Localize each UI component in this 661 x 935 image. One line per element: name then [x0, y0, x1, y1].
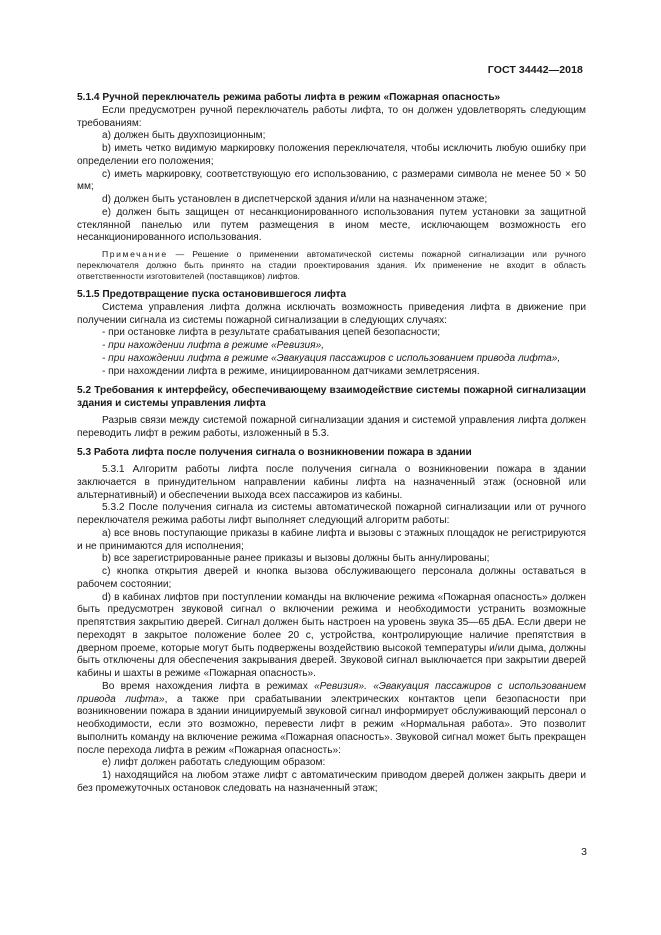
- list-item: c) иметь маркировку, соответствующую его использованию, с размерами символа не менее 50 × 50 мм;: [77, 168, 586, 193]
- list-item: е) лифт должен работать следующим образом:: [102, 757, 326, 769]
- paragraph: Система управления лифта должна исключать возможность приведения лифта в движение при получении сигнала из системы пожарной сигнализации в следующих случаях:: [77, 301, 586, 326]
- standard-code: ГОСТ 34442—2018: [487, 64, 583, 76]
- list-item: c) кнопка открытия дверей и кнопка вызова обслуживающего персонала должны оставаться в рабочем состоянии;: [77, 566, 586, 590]
- dash-item: - при остановке лифта в результате срабатывания цепей безопасности;: [102, 327, 441, 339]
- paragraph: 5.3.2 После получения сигнала из системы автоматической пожарной сигнализации или от ручного переключателя режима работы лифт выполняет следующий алгоритм работы:: [77, 502, 586, 526]
- mode-italic: «Ревизия». «Эвакуация пассажиров с использованием привода лифта»: [77, 680, 586, 705]
- note-label: Примечание: [102, 249, 168, 259]
- paragraph: Разрыв связи между системой пожарной сигнализации здания и системой управления лифта должен переводить лифт в режим работы, изложенный в 5.3.: [77, 414, 586, 439]
- list-item: d) должен быть установлен в диспетчерской здания и/или на назначенном этаже;: [102, 194, 488, 205]
- page-content: [77, 92, 586, 796]
- mode-pre: Во время нахождения лифта в режимах: [102, 680, 314, 692]
- section-5-3-title: 5.3 Работа лифта после получения сигнала о возникновении пожара в здании: [77, 447, 472, 459]
- list-item: а) все вновь поступающие приказы в кабине лифта и вызовы с этажных площадок не регистрируются и не принимаются для исполнения;: [77, 527, 586, 552]
- list-subitem: 1) находящийся на любом этаже лифт с автоматическим приводом дверей должен закрыть двери и без промежуточных остановок следовать на назначенный этаж;: [77, 770, 586, 794]
- page-number: 3: [581, 846, 587, 858]
- mode-post: , а также при срабатывании электрических контактов цепи безопасности при возникновении пожара в здании инициируемый звуковой сигнал информирует обслуживающий персонал о необходимости, если это возможно, перевести лифт в режим «Нормальная работа». Это позволит выполнить команду на включение режима «Пожарная опасность». Звуковой сигнал может быть прекращен после перехода лифта в режим «Пожарная опасность»:: [77, 693, 586, 756]
- note: [77, 249, 586, 282]
- section-5-1-5-title: 5.1.5 Предотвращение пуска остановившегося лифта: [77, 289, 347, 300]
- note-text: — Решение о применении автоматической системы пожарной сигнализации или ручного переключателя должно быть принято на стадии проектирования здания. Их применение не входит в область ответственности изготовителей (поставщиков) лифтов.: [77, 249, 586, 281]
- list-item: d) в кабинах лифтов при поступлении команды на включение режима «Пожарная опасность» должен быть предусмотрен звуковой сигнал о включении режима и необходимости устранить возможные препятствия закрытию дверей. Сигнал должен быть настроен на уровень звука 35—65 дБА. Если двери не переходят в закрытое положение более 20 с, устройства, контролирующие наличие препятствия в дверном проеме, которые могут быть подвержены воздействию высокой температуры и/или дыма, должны быть отключены для обеспечения закрывания дверей. Звуковой сигнал выключается при закрытии дверей кабины и шахты в режиме «Пожарная опасность».: [77, 591, 586, 679]
- list-item: b) все зарегистрированные ранее приказы и вызовы должны быть аннулированы;: [102, 553, 490, 565]
- paragraph: 5.3.1 Алгоритм работы лифта после получения сигнала о возникновении пожара в здании заключается в принудительном направлении кабины лифта на назначенный этаж (основной или альтернативный) и обеспечении выхода всех пассажиров из кабины.: [77, 464, 586, 501]
- paragraph: [77, 681, 586, 758]
- list-item: b) иметь четко видимую маркировку положения переключателя, чтобы исключить любую ошибку при определении его положения;: [77, 143, 586, 167]
- list-item: а) должен быть двухпозиционным;: [102, 130, 266, 142]
- list-item: е) должен быть защищен от несанкционированного использования путем установки за защитной стеклянной панелью или путем размещения в ином месте, исключающем возможность его несанкционированного использования.: [77, 206, 586, 244]
- paragraph: Если предусмотрен ручной переключатель работы лифта, то он должен удовлетворять следующим требованиям:: [77, 104, 586, 129]
- section-5-1-4-title: 5.1.4 Ручной переключатель режима работы лифта в режим «Пожарная опасность»: [77, 92, 501, 103]
- dash-item: - при нахождении лифта в режиме, инициированном датчиками землетрясения.: [102, 365, 480, 377]
- section-5-2-title: 5.2 Требования к интерфейсу, обеспечивающему взаимодействие системы пожарной сигнализации здания и системы управления лифта: [77, 385, 586, 409]
- dash-item: - при нахождении лифта в режиме «Эвакуация пассажиров с использованием привода лифта»,: [102, 352, 561, 364]
- dash-item: - при нахождении лифта в режиме «Ревизия»,: [102, 340, 325, 351]
